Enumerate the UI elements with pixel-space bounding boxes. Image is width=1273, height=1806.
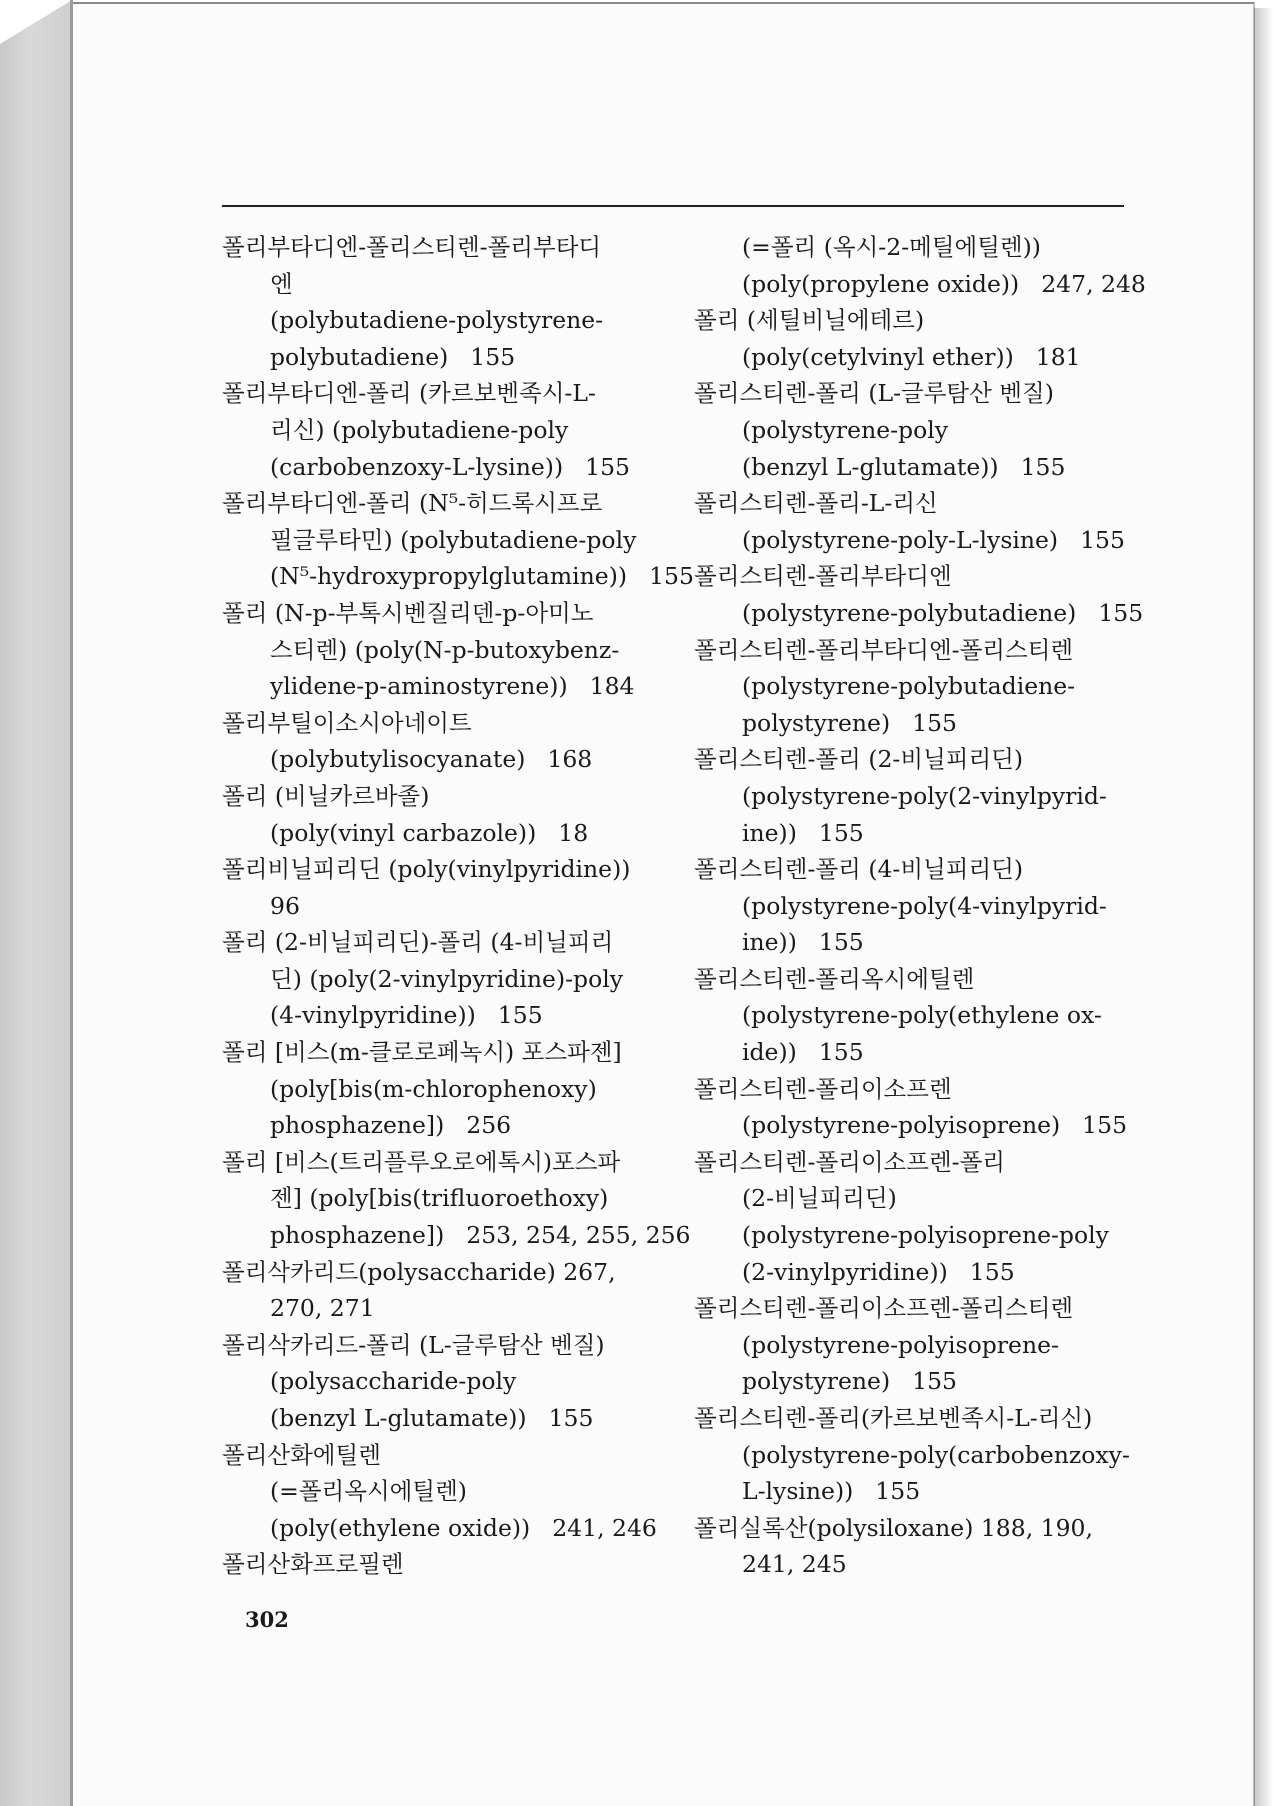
- index-term-continued: (poly(cetylvinyl ether)) 181: [742, 342, 1081, 371]
- page-reference: 155: [585, 452, 631, 481]
- index-entry: [222, 1437, 662, 1547]
- index-term-continued: (poly(vinyl carbazole)) 18: [270, 818, 589, 847]
- index-term-continued: 96: [270, 891, 300, 920]
- page-reference: 155: [875, 1477, 921, 1506]
- page-reference: 253, 254, 255, 256: [466, 1221, 691, 1250]
- index-term: 폴리부타디엔-폴리 (카르보벤족시-L-: [222, 379, 596, 408]
- index-term-continued: (polystyrene-poly: [742, 415, 949, 444]
- index-term-continued: (polystyrene-polybutadiene-: [742, 672, 1076, 701]
- index-term: 폴리 (세틸비닐에테르): [694, 306, 925, 335]
- index-term-continued: (2-vinylpyridine)) 155: [742, 1257, 1015, 1286]
- index-entry: [222, 1034, 662, 1144]
- header-rule: [222, 205, 1124, 207]
- page-reference: 155: [969, 1257, 1015, 1286]
- index-term-continued: (poly(ethylene oxide)) 241, 246: [270, 1513, 657, 1542]
- index-entry: [694, 1144, 1134, 1290]
- index-entry: [222, 595, 662, 705]
- index-term: 폴리스티렌-폴리(카르보벤족시-L-리신): [694, 1404, 1093, 1432]
- index-term: 폴리부틸이소시아네이트: [222, 708, 472, 737]
- index-term-continued: (=폴리옥시에틸렌): [270, 1477, 467, 1506]
- page-reference: 155: [1080, 525, 1125, 554]
- index-entry: [694, 741, 1134, 851]
- page-reference: 155: [548, 1404, 594, 1432]
- index-entry: [222, 924, 662, 1034]
- index-term-continued: (polystyrene-poly(2-vinylpyrid-: [742, 781, 1107, 810]
- index-term-continued: phosphazene]) 253, 254, 255, 256: [270, 1221, 691, 1250]
- index-term: 폴리산화프로필렌: [222, 1550, 404, 1579]
- index-term-continued: phosphazene]) 256: [270, 1111, 512, 1140]
- index-term: 폴리스티렌-폴리부타디엔-폴리스티렌: [694, 635, 1074, 664]
- index-entry: [694, 375, 1134, 485]
- index-term: 폴리스티렌-폴리부타디엔: [694, 562, 952, 591]
- index-term: 폴리실록산(polysiloxane) 188, 190,: [694, 1513, 1093, 1542]
- index-term-continued: polystyrene) 155: [742, 1367, 957, 1396]
- index-entry: [222, 1144, 691, 1254]
- index-term-continued: (polystyrene-poly(ethylene ox-: [742, 1001, 1102, 1030]
- index-entry: [222, 229, 662, 375]
- index-term-continued: polybutadiene) 155: [270, 342, 516, 371]
- page-reference: 155: [912, 1367, 957, 1396]
- page-number: 302: [245, 1607, 289, 1632]
- index-term: 폴리삭카리드-폴리 (L-글루탐산 벤질): [222, 1330, 605, 1359]
- index-entry: [694, 961, 1134, 1071]
- index-term: 폴리산화에틸렌: [222, 1440, 381, 1469]
- index-term-continued: (N⁵-hydroxypropylglutamine)) 155: [270, 562, 694, 591]
- index-column-right: [694, 229, 1146, 1583]
- index-entry: [694, 485, 1134, 558]
- page-reference: 155: [818, 1038, 864, 1067]
- page-reference: 241, 246: [552, 1513, 657, 1542]
- index-term-continued: (polystyrene-poly(carbobenzoxy-: [742, 1440, 1130, 1469]
- index-term: 폴리비닐피리딘 (poly(vinylpyridine)): [222, 855, 631, 884]
- page-reference: 155: [1020, 452, 1066, 481]
- index-term: 폴리 [비스(m-클로로페녹시) 포스파젠]: [222, 1038, 622, 1067]
- page-reference: 155: [818, 818, 864, 847]
- index-entry: [694, 1071, 1134, 1144]
- index-entry: [222, 1546, 662, 1583]
- page-reference: 155: [912, 708, 957, 737]
- page-reference: 155: [818, 928, 864, 957]
- index-term-continued: (polystyrene-polyisoprene-: [742, 1330, 1059, 1359]
- index-term-continued: (poly[bis(m-chlorophenoxy): [270, 1074, 597, 1103]
- page-reference: 155: [649, 562, 694, 591]
- index-term-continued: 241, 245: [742, 1550, 847, 1579]
- index-term-continued: 젠] (poly[bis(trifluoroethoxy): [270, 1184, 609, 1213]
- index-term: 폴리부타디엔-폴리 (N⁵-히드록시프로: [222, 489, 603, 518]
- index-term-continued: 270, 271: [270, 1294, 375, 1323]
- index-term-continued: (polysaccharide-poly: [270, 1367, 517, 1396]
- index-term-continued: 리신) (polybutadiene-poly: [270, 415, 569, 444]
- index-term: 폴리스티렌-폴리 (4-비닐피리딘): [694, 855, 1024, 884]
- index-term-continued: (benzyl L-glutamate)) 155: [742, 452, 1066, 481]
- index-term: 폴리스티렌-폴리이소프렌: [694, 1074, 952, 1103]
- page-reference: 256: [466, 1111, 512, 1140]
- index-term-continued: (polystyrene-polyisoprene) 155: [742, 1111, 1128, 1140]
- index-entry: [222, 485, 694, 595]
- index-entry: [222, 778, 662, 851]
- index-term: 폴리 (N-p-부톡시벤질리덴-p-아미노: [222, 598, 594, 627]
- page-reference: 155: [470, 342, 516, 371]
- index-term-continued: (2-비닐피리딘): [742, 1184, 897, 1213]
- index-term: 폴리부타디엔-폴리스티렌-폴리부타디: [222, 233, 602, 261]
- page-reference: 18: [558, 818, 589, 847]
- index-term-continued: ylidene-p-aminostyrene)) 184: [270, 672, 635, 701]
- index-entry: [222, 375, 662, 485]
- index-term-continued: (polybutylisocyanate) 168: [270, 745, 593, 774]
- index-term: 폴리스티렌-폴리-L-리신: [694, 489, 938, 518]
- page-reference: 184: [589, 672, 635, 701]
- index-entry: [222, 1327, 662, 1437]
- index-term: 폴리스티렌-폴리 (2-비닐피리딘): [694, 745, 1024, 774]
- index-term-continued: (polystyrene-polyisoprene-poly: [742, 1221, 1109, 1250]
- index-entry: [222, 705, 662, 778]
- index-entry: [694, 1290, 1134, 1400]
- index-term-continued: (4-vinylpyridine)) 155: [270, 1001, 543, 1030]
- index-entry: [694, 851, 1134, 961]
- index-term: 폴리스티렌-폴리이소프렌-폴리스티렌: [694, 1294, 1074, 1323]
- index-column-left: [222, 229, 694, 1583]
- index-term-continued: (polystyrene-polybutadiene) 155: [742, 598, 1144, 627]
- index-term: 폴리 (비닐카르바졸): [222, 781, 430, 810]
- index-term-continued: polystyrene) 155: [742, 708, 957, 737]
- index-term-continued: (carbobenzoxy-L-lysine)) 155: [270, 452, 631, 481]
- index-entry: [694, 558, 1144, 631]
- index-term-continued: L-lysine)) 155: [742, 1477, 921, 1506]
- index-entry: [694, 302, 1134, 375]
- index-term-continued: ine)) 155: [742, 928, 864, 957]
- index-term-continued: (=폴리 (옥시-2-메틸에틸렌)): [742, 233, 1041, 261]
- index-term: 폴리 (2-비닐피리딘)-폴리 (4-비닐피리: [222, 928, 614, 957]
- book-spine: [0, 0, 72, 1806]
- index-term-continued: ide)) 155: [742, 1038, 864, 1067]
- index-term-continued: (polystyrene-poly-L-lysine) 155: [742, 525, 1125, 554]
- index-entry: [694, 632, 1134, 742]
- index-term: 폴리 [비스(트리플루오로에톡시)포스파: [222, 1147, 621, 1176]
- page-shadow: [1254, 8, 1273, 1806]
- index-term-continued: ine)) 155: [742, 818, 864, 847]
- index-term-continued: (benzyl L-glutamate)) 155: [270, 1404, 594, 1432]
- index-term-continued: (polybutadiene-polystyrene-: [270, 306, 604, 335]
- index-term-continued: (poly(propylene oxide)) 247, 248: [742, 269, 1146, 298]
- index-entry: [222, 851, 662, 924]
- index-entry: [222, 1254, 662, 1327]
- index-entry: [694, 229, 1146, 302]
- index-term-continued: (polystyrene-poly(4-vinylpyrid-: [742, 891, 1107, 920]
- index-term: 폴리스티렌-폴리 (L-글루탐산 벤질): [694, 379, 1054, 408]
- index-entry: [694, 1400, 1134, 1510]
- page-reference: 155: [497, 1001, 543, 1030]
- page-reference: 247, 248: [1041, 269, 1146, 298]
- index-term-continued: 딘) (poly(2-vinylpyridine)-poly: [270, 964, 624, 993]
- page-reference: 168: [547, 745, 593, 774]
- index-entry: [694, 1510, 1134, 1583]
- page-reference: 155: [1082, 1111, 1128, 1140]
- page-reference: 155: [1098, 598, 1144, 627]
- index-term: 폴리스티렌-폴리이소프렌-폴리: [694, 1147, 1005, 1176]
- index-term: 폴리삭카리드(polysaccharide) 267,: [222, 1257, 616, 1286]
- index-term-continued: 스티렌) (poly(N-p-butoxybenz-: [270, 635, 620, 664]
- index-term-continued: 필글루타민) (polybutadiene-poly: [270, 525, 637, 554]
- index-term: 폴리스티렌-폴리옥시에틸렌: [694, 964, 975, 993]
- index-term-continued: 엔: [270, 269, 293, 298]
- page-reference: 181: [1035, 342, 1081, 371]
